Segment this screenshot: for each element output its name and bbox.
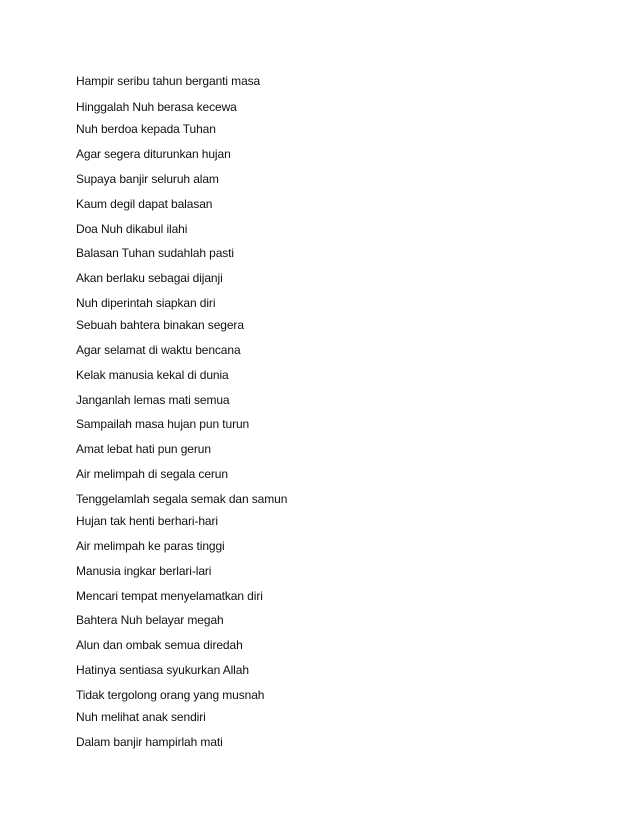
poem-line: Bahtera Nuh belayar megah	[76, 613, 224, 627]
poem-line: Hinggalah Nuh berasa kecewa	[76, 100, 237, 114]
poem-line: Kaum degil dapat balasan	[76, 197, 213, 211]
poem-line: Tenggelamlah segala semak dan samun	[76, 492, 288, 506]
poem-line: Sampailah masa hujan pun turun	[76, 417, 250, 431]
poem-line: Agar segera diturunkan hujan	[76, 147, 231, 161]
poem-line: Air melimpah di segala cerun	[76, 467, 228, 481]
poem-line: Akan berlaku sebagai dijanji	[76, 271, 223, 285]
poem-line: Nuh diperintah siapkan diri	[76, 296, 216, 310]
poem-line: Mencari tempat menyelamatkan diri	[76, 589, 263, 603]
poem-line: Janganlah lemas mati semua	[76, 393, 230, 407]
poem-line: Hampir seribu tahun berganti masa	[76, 74, 261, 88]
poem-line: Balasan Tuhan sudahlah pasti	[76, 246, 234, 260]
poem-line: Alun dan ombak semua diredah	[76, 638, 243, 652]
poem-line: Hatinya sentiasa syukurkan Allah	[76, 663, 249, 677]
poem-line: Manusia ingkar berlari-lari	[76, 564, 212, 578]
poem-line: Air melimpah ke paras tinggi	[76, 539, 225, 553]
poem-line: Amat lebat hati pun gerun	[76, 442, 211, 456]
poem-line: Nuh berdoa kepada Tuhan	[76, 122, 216, 136]
poem-line: Agar selamat di waktu bencana	[76, 343, 241, 357]
poem-text	[76, 0, 556, 826]
poem-line: Hujan tak henti berhari-hari	[76, 514, 218, 528]
poem-line: Tidak tergolong orang yang musnah	[76, 688, 265, 702]
poem-line: Nuh melihat anak sendiri	[76, 710, 206, 724]
poem-line: Sebuah bahtera binakan segera	[76, 318, 244, 332]
poem-line: Supaya banjir seluruh alam	[76, 172, 219, 186]
poem-line: Doa Nuh dikabul ilahi	[76, 222, 188, 236]
poem-line: Kelak manusia kekal di dunia	[76, 368, 229, 382]
poem-line: Dalam banjir hampirlah mati	[76, 735, 223, 749]
